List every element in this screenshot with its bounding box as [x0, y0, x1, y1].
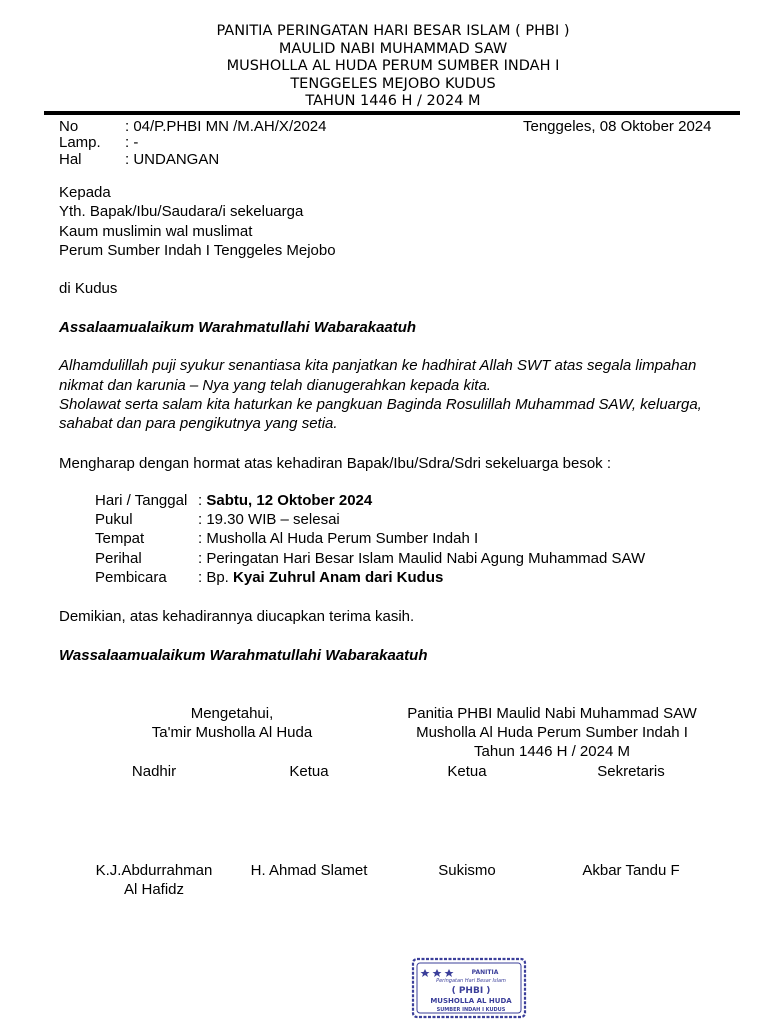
- event-time-value: : 19.30 WIB – selesai: [198, 511, 340, 528]
- sign-right-title-3: Tahun 1446 H / 2024 M: [474, 743, 630, 760]
- event-day-row: [198, 491, 372, 510]
- meta-no-value: : 04/P.PHBI MN /M.AH/X/2024: [125, 118, 327, 135]
- event-subject-label: Perihal: [95, 550, 142, 567]
- request-text: Mengharap dengan hormat atas kehadiran Bapak/Ibu/Sdra/Sdri sekeluarga besok :: [59, 455, 612, 472]
- recipient-line-1: Yth. Bapak/Ibu/Saudara/i sekeluarga: [59, 203, 304, 220]
- letterhead-line-2: MAULID NABI MUHAMMAD SAW: [278, 40, 508, 57]
- role-ketua-panitia: Ketua: [447, 763, 487, 780]
- recipient-city: di Kudus: [59, 280, 118, 297]
- name-ketua-tamir: H. Ahmad Slamet: [250, 862, 368, 879]
- stamp-text-3: ( PHBI ): [451, 986, 491, 996]
- sign-left-title-1: Mengetahui,: [190, 705, 274, 722]
- sign-right-title-2: Musholla Al Huda Perum Sumber Indah I: [416, 724, 688, 741]
- event-speaker-label: Pembicara: [95, 569, 167, 586]
- letterhead-line-3: MUSHOLLA AL HUDA PERUM SUMBER INDAH I: [226, 58, 560, 74]
- event-place-label: Tempat: [95, 530, 145, 547]
- closing-text: Demikian, atas kehadirannya diucapkan terima kasih.: [59, 608, 415, 625]
- event-speaker-row: [198, 568, 443, 587]
- event-day-colon: :: [198, 492, 207, 509]
- name-ketua-panitia: Sukismo: [438, 862, 496, 879]
- event-time-label: Pukul: [95, 511, 133, 528]
- meta-lamp-label: Lamp.: [59, 134, 101, 151]
- event-day-value: Sabtu, 12 Oktober 2024: [206, 492, 373, 509]
- role-nadhir: Nadhir: [131, 763, 177, 780]
- letterhead-line-5: TAHUN 1446 H / 2024 M: [305, 93, 481, 109]
- letterhead-line-1: PANITIA PERINGATAN HARI BESAR ISLAM ( PHBI ): [216, 23, 570, 39]
- event-subject-value: : Peringatan Hari Besar Islam Maulid Nabi Agung Muhammad SAW: [198, 550, 646, 567]
- paragraph-line-4: sahabat dan para pengikutnya yang setia.: [59, 415, 338, 432]
- meta-lamp-value: : -: [125, 134, 139, 151]
- recipient-line-3: Perum Sumber Indah I Tenggeles Mejobo: [59, 242, 336, 259]
- meta-hal-label: Hal: [59, 151, 82, 168]
- recipient-kepada: Kepada: [59, 184, 111, 201]
- committee-stamp: [411, 957, 527, 1019]
- role-sekretaris: Sekretaris: [597, 763, 665, 780]
- meta-hal-value: : UNDANGAN: [125, 151, 220, 168]
- role-ketua-tamir: Ketua: [289, 763, 329, 780]
- meta-no-label: No: [59, 118, 79, 135]
- paragraph-line-3: Sholawat serta salam kita haturkan ke pangkuan Baginda Rosulillah Muhammad SAW, keluarga,: [59, 396, 702, 413]
- sign-right-title-1: Panitia PHBI Maulid Nabi Muhammad SAW: [407, 705, 697, 722]
- event-place-value: : Musholla Al Huda Perum Sumber Indah I: [198, 530, 479, 547]
- stamp-text-5: SUMBER INDAH I KUDUS: [436, 1007, 506, 1013]
- name-sekretaris: Akbar Tandu F: [582, 862, 680, 879]
- name-nadhir-line-1: K.J.Abdurrahman: [95, 862, 213, 879]
- letterhead: [0, 23, 768, 111]
- stamp-text-4: MUSHOLLA AL HUDA: [430, 997, 512, 1005]
- event-speaker-prefix: : Bp.: [198, 569, 234, 586]
- farewell: Wassalaamualaikum Warahmatullahi Wabarakaatuh: [59, 647, 428, 664]
- name-nadhir-line-2: Al Hafidz: [123, 881, 185, 898]
- stamp-text-1: PANITIA: [471, 969, 499, 976]
- greeting: Assalaamualaikum Warahmatullahi Wabarakaatuh: [59, 319, 417, 336]
- recipient-line-2: Kaum muslimin wal muslimat: [59, 223, 253, 240]
- sign-left-title-2: Ta'mir Musholla Al Huda: [151, 724, 313, 741]
- place-date: Tenggeles, 08 Oktober 2024: [523, 118, 712, 135]
- paragraph-line-1: Alhamdulillah puji syukur senantiasa kita panjatkan ke hadhirat Allah SWT atas segala limpahan: [59, 357, 697, 374]
- letterhead-line-4: TENGGELES MEJOBO KUDUS: [290, 75, 496, 92]
- stamp-text-2: Peringatan Hari Besar Islam: [436, 978, 506, 984]
- paragraph-line-2: nikmat dan karunia – Nya yang telah dianugerahkan kepada kita.: [59, 377, 491, 394]
- event-day-label: Hari / Tanggal: [95, 492, 188, 509]
- event-speaker-value: Kyai Zuhrul Anam dari Kudus: [233, 569, 444, 586]
- header-divider: [44, 111, 740, 115]
